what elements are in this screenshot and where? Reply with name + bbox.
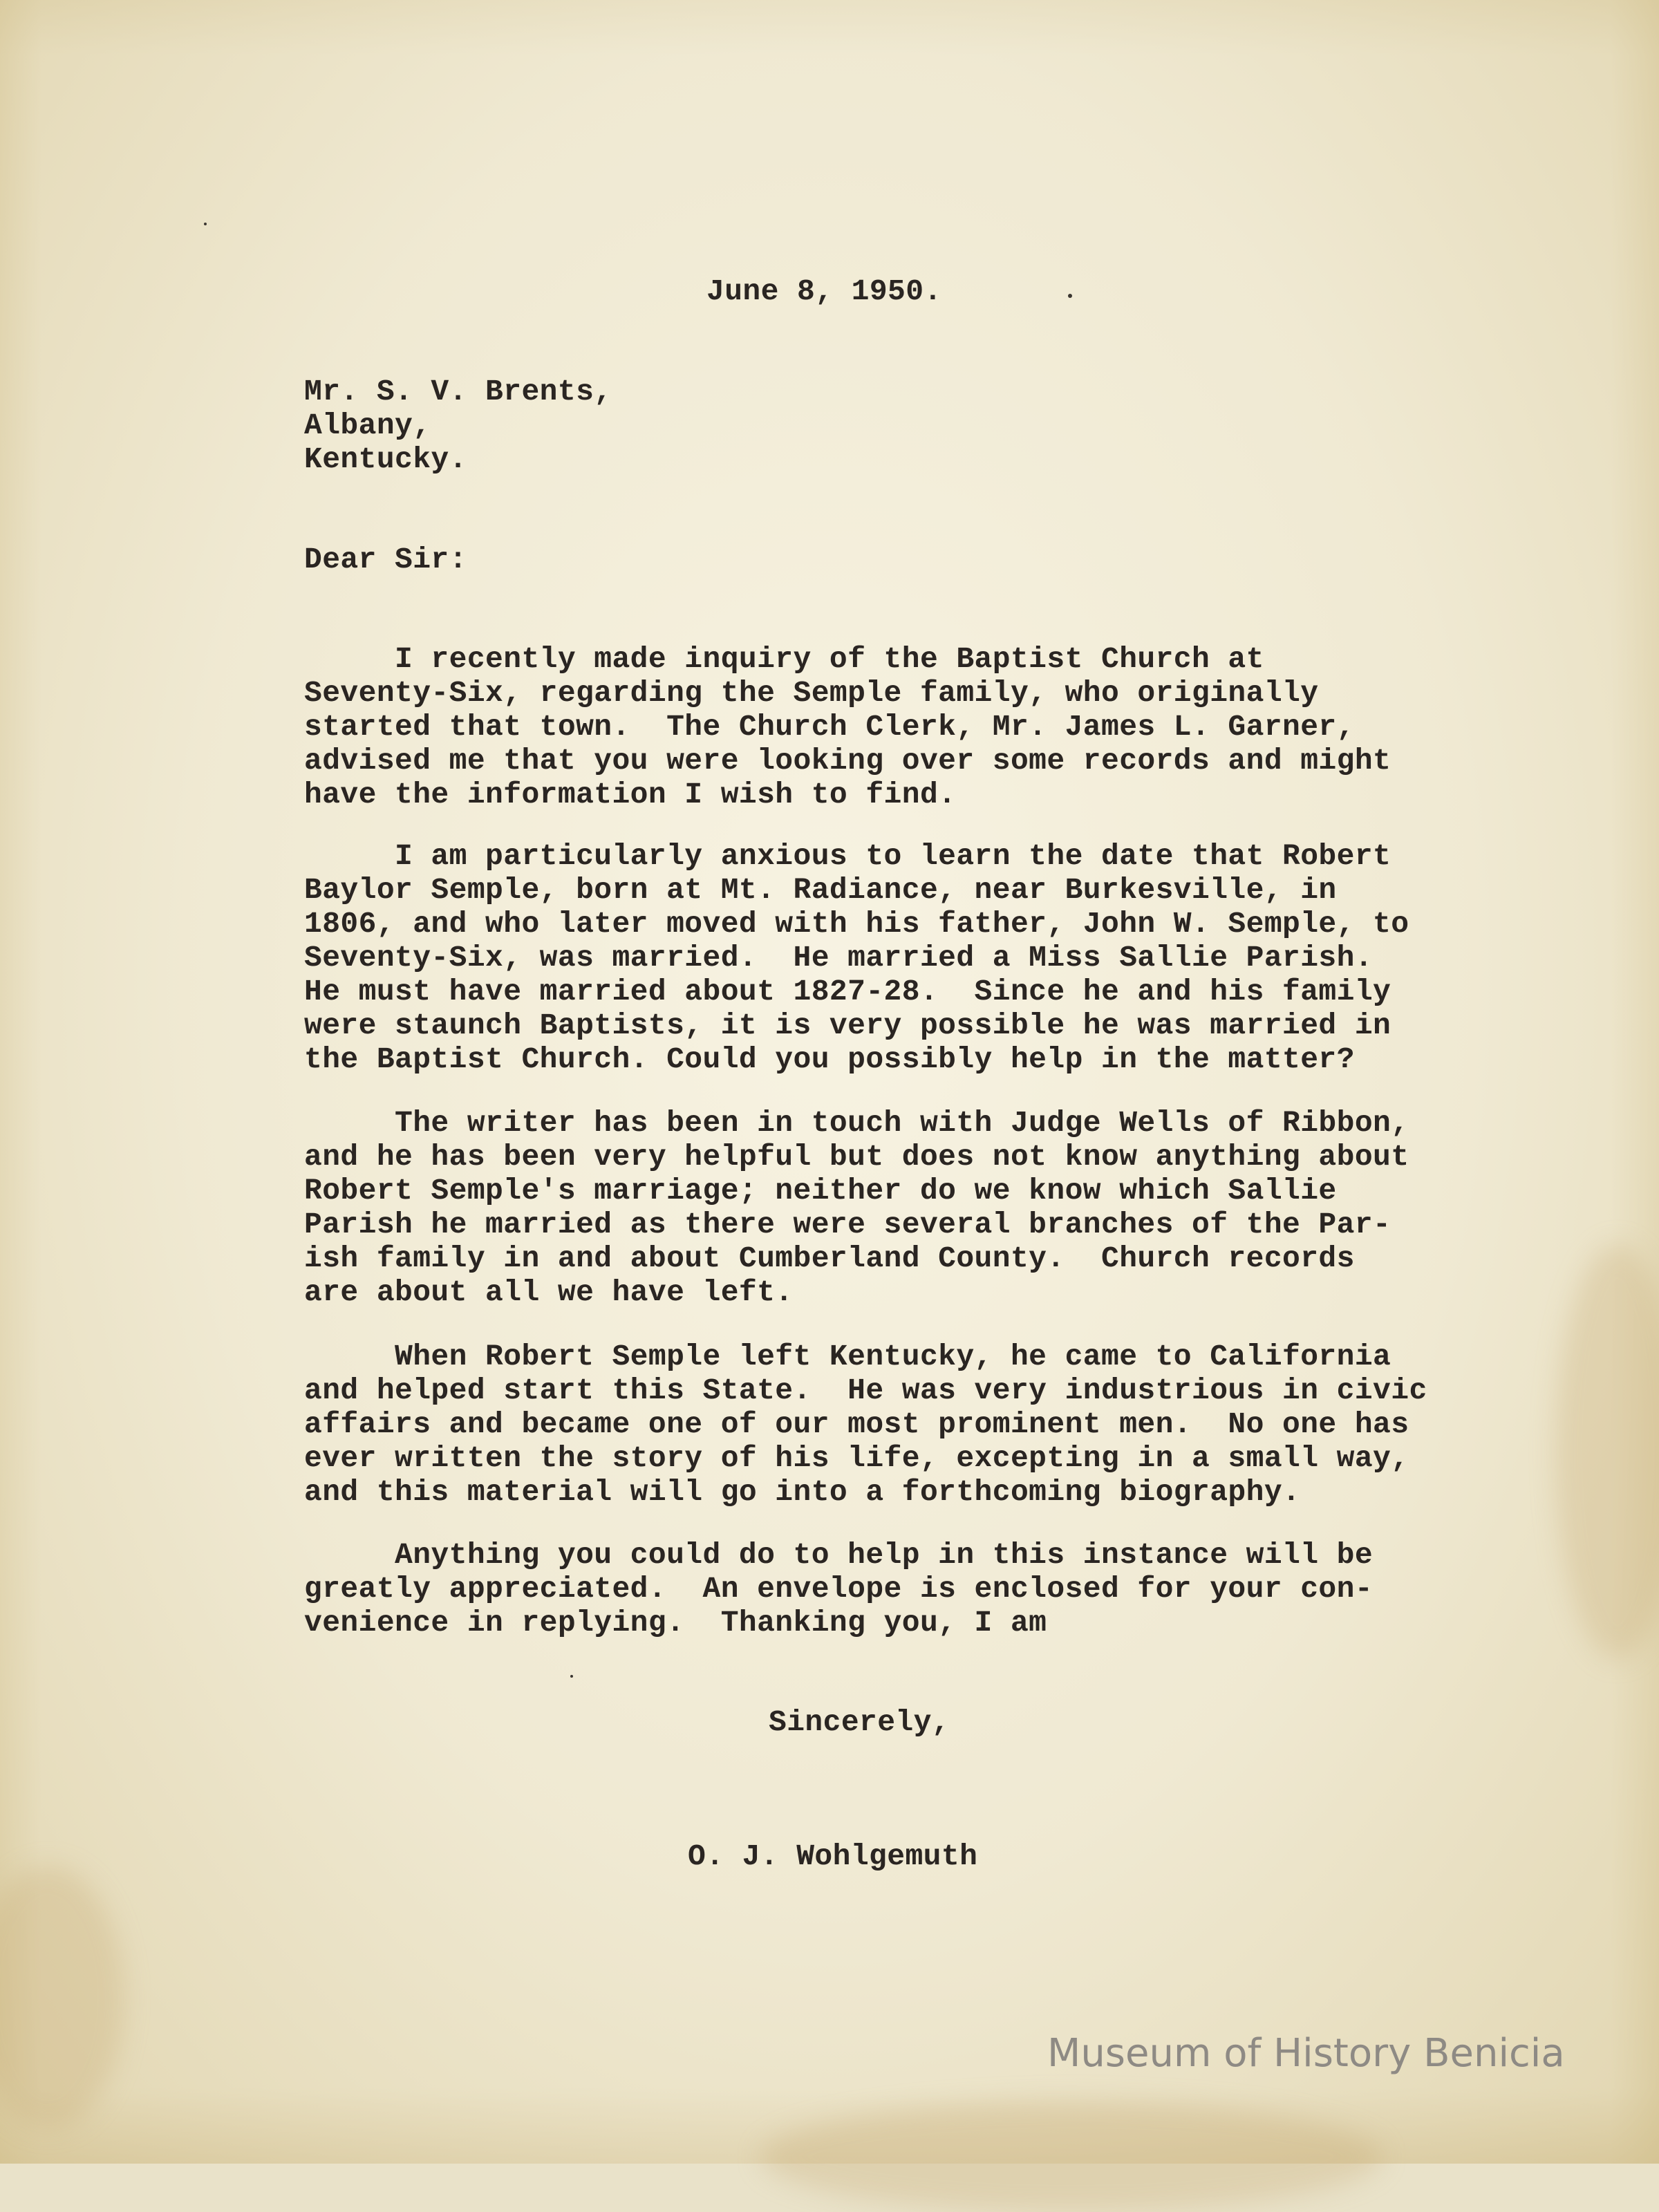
letter-date: June 8, 1950. xyxy=(706,274,942,308)
salutation: Dear Sir: xyxy=(304,543,467,577)
body-line: and this material will go into a forthcoming biography. xyxy=(304,1475,1301,1509)
body-line: and he has been very helpful but does not know anything about xyxy=(304,1140,1409,1174)
body-line: I recently made inquiry of the Baptist Church at xyxy=(304,642,1264,676)
body-line: ish family in and about Cumberland County. Church records xyxy=(304,1241,1355,1275)
body-line: Parish he married as there were several branches of the Par- xyxy=(304,1208,1391,1241)
body-line: are about all we have left. xyxy=(304,1275,794,1309)
recipient-name: Mr. S. V. Brents, xyxy=(304,375,612,409)
body-line: The writer has been in touch with Judge Wells of Ribbon, xyxy=(304,1106,1409,1140)
body-line: started that town. The Church Clerk, Mr. James L. Garner, xyxy=(304,710,1355,744)
closing: Sincerely, xyxy=(769,1705,950,1739)
body-line: have the information I wish to find. xyxy=(304,778,957,812)
body-line: ever written the story of his life, excepting in a small way, xyxy=(304,1441,1409,1475)
body-line: greatly appreciated. An envelope is enclosed for your con- xyxy=(304,1572,1374,1606)
body-line: Seventy-Six, was married. He married a Miss Sallie Parish. xyxy=(304,941,1374,975)
museum-watermark: Museum of History Benicia xyxy=(1047,2031,1565,2076)
body-line: were staunch Baptists, it is very possible he was married in xyxy=(304,1009,1391,1042)
body-line: When Robert Semple left Kentucky, he came to California xyxy=(304,1340,1391,1374)
recipient-state: Kentucky. xyxy=(304,442,467,476)
recipient-city: Albany, xyxy=(304,409,431,442)
body-line: Robert Semple's marriage; neither do we know which Sallie xyxy=(304,1174,1337,1208)
body-line: He must have married about 1827-28. Since he and his family xyxy=(304,975,1391,1009)
body-line: and helped start this State. He was very industrious in civic xyxy=(304,1374,1427,1407)
body-line: the Baptist Church. Could you possibly help in the matter? xyxy=(304,1042,1355,1076)
signature-name: O. J. Wohlgemuth xyxy=(688,1839,978,1873)
body-line: 1806, and who later moved with his father, John W. Semple, to xyxy=(304,907,1409,941)
body-line: affairs and became one of our most prominent men. No one has xyxy=(304,1407,1409,1441)
body-line: advised me that you were looking over some records and might xyxy=(304,744,1391,778)
body-line: Seventy-Six, regarding the Semple family, who originally xyxy=(304,676,1319,710)
body-line: venience in replying. Thanking you, I am xyxy=(304,1606,1047,1640)
body-line: Baylor Semple, born at Mt. Radiance, near Burkesville, in xyxy=(304,873,1337,907)
body-line: Anything you could do to help in this instance will be xyxy=(304,1538,1374,1572)
body-line: I am particularly anxious to learn the date that Robert xyxy=(304,839,1391,873)
